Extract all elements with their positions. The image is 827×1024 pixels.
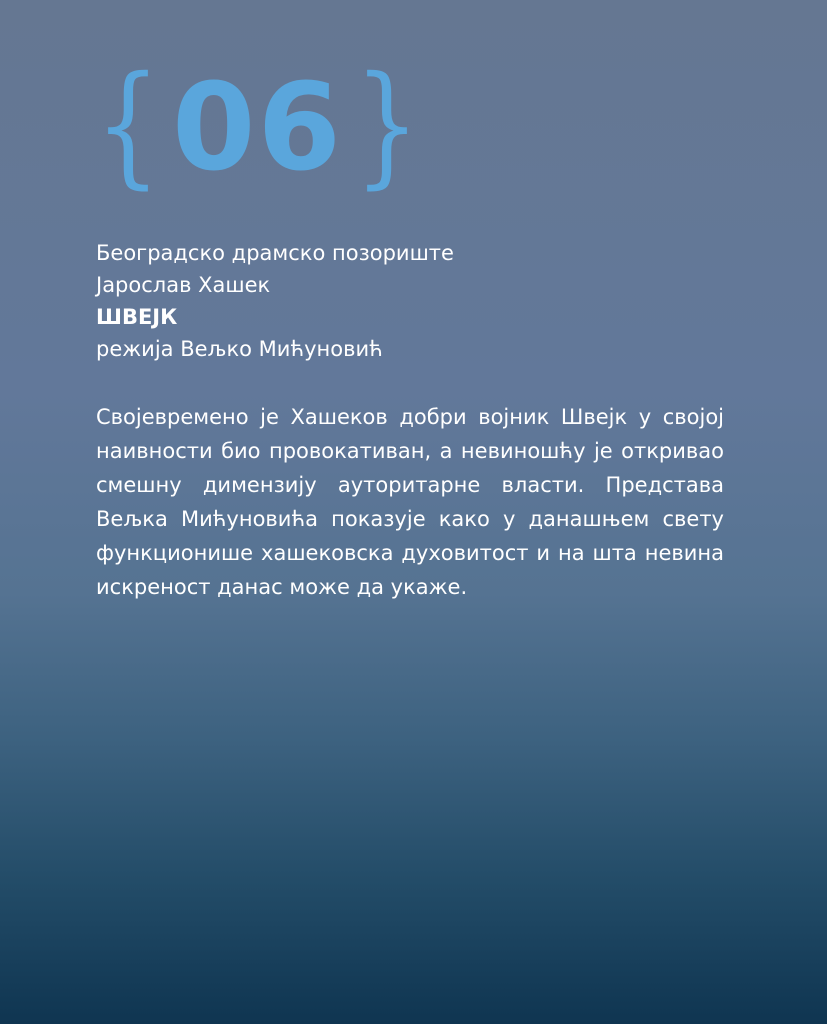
theatre-name: Београдско драмско позориште: [96, 241, 454, 265]
production-credits: [96, 237, 454, 365]
section-number-text: 06: [171, 59, 343, 198]
section-number: [86, 48, 429, 202]
director-credit: режија Вељко Мићуновић: [96, 337, 383, 361]
play-description: Својевремено је Хашеков добри војник Швејк у својој наивности био провокативан, а невиношћу је откривао смешну димензију ауторитарне власти. Представа Вељка Мићуновића показује како у данашњем свету функционише хашековска духовитост и на шта невина искреност данас може да укаже.: [96, 405, 724, 599]
open-brace-glyph: {: [95, 48, 161, 202]
play-title: ШВЕЈК: [96, 305, 178, 329]
author-name: Јарослав Хашек: [96, 273, 271, 297]
close-brace-glyph: }: [354, 48, 420, 202]
